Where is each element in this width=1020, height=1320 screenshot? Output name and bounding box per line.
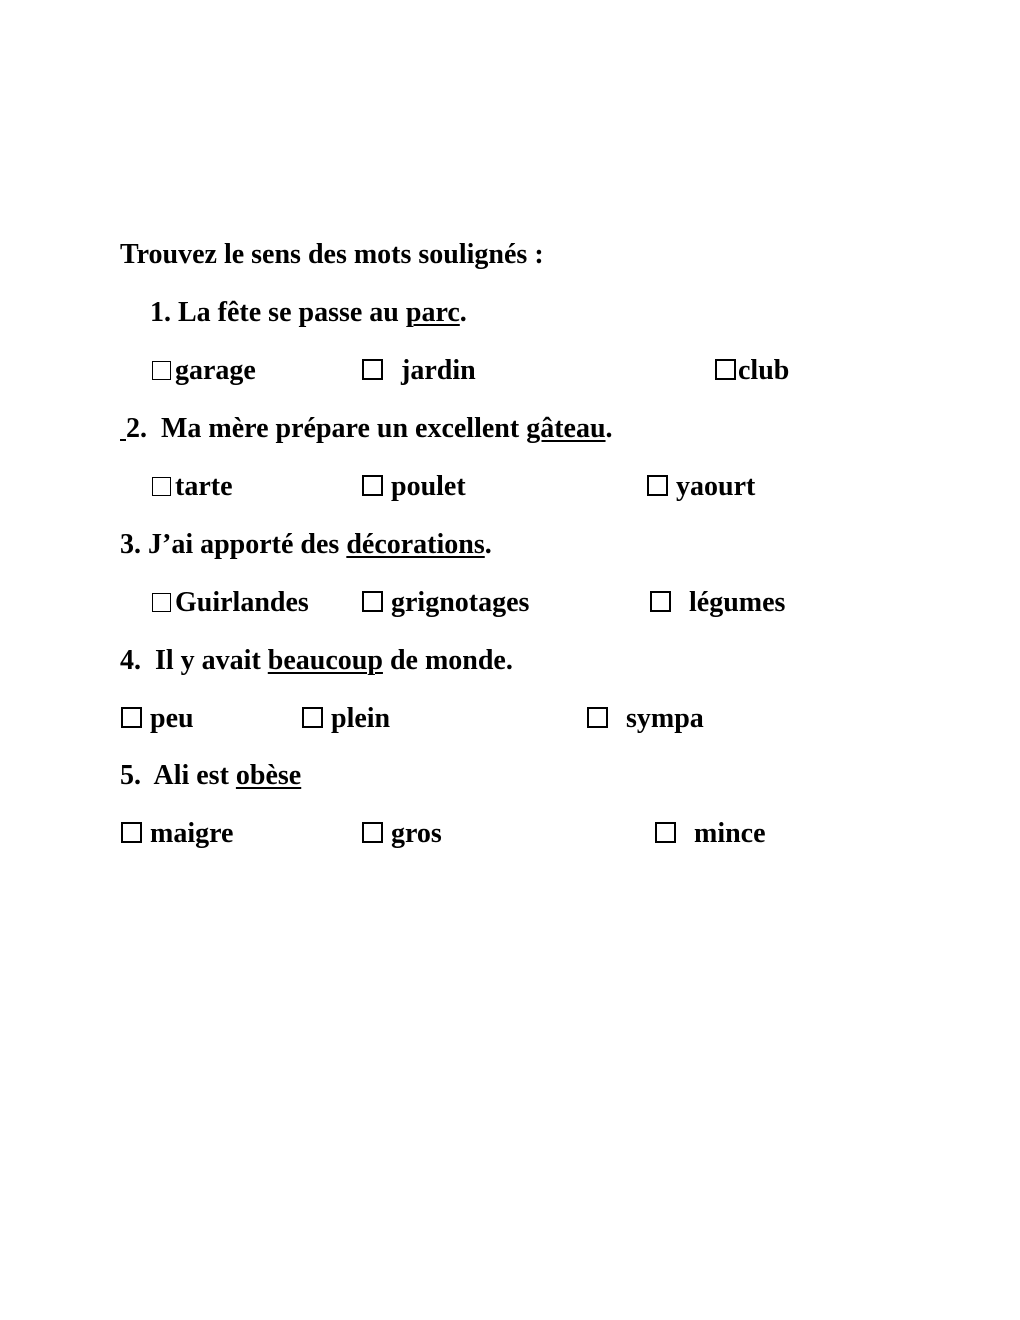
question-4-after: de monde. bbox=[389, 645, 513, 676]
checkbox-icon[interactable] bbox=[152, 477, 171, 496]
question-2-text: Ma mère prépare un excellent bbox=[161, 413, 520, 444]
question-1 bbox=[150, 296, 467, 330]
option-label: mince bbox=[694, 818, 766, 849]
option-label: jardin bbox=[401, 355, 476, 386]
option-label: club bbox=[738, 355, 790, 386]
checkbox-icon[interactable] bbox=[362, 475, 383, 496]
option-label: poulet bbox=[391, 471, 466, 502]
option-label: garage bbox=[175, 355, 256, 386]
checkbox-icon[interactable] bbox=[647, 475, 668, 496]
checkbox-icon[interactable] bbox=[362, 822, 383, 843]
question-4-number: 4. bbox=[120, 645, 141, 676]
checkbox-icon[interactable] bbox=[362, 359, 383, 380]
checkbox-icon[interactable] bbox=[121, 822, 142, 843]
question-4 bbox=[120, 644, 513, 678]
checkbox-icon[interactable] bbox=[121, 707, 142, 728]
option-maigre[interactable] bbox=[121, 817, 233, 851]
option-label: yaourt bbox=[676, 471, 756, 502]
option-poulet[interactable] bbox=[362, 470, 466, 504]
option-mince[interactable] bbox=[655, 817, 766, 851]
option-label: peu bbox=[150, 703, 194, 734]
question-1-underlined-word: parc bbox=[405, 297, 460, 328]
question-3-number: 3. bbox=[120, 529, 141, 560]
option-label: Guirlandes bbox=[175, 587, 309, 618]
checkbox-icon[interactable] bbox=[152, 593, 171, 612]
question-2-number: 2. bbox=[126, 413, 147, 444]
question-2 bbox=[120, 412, 613, 446]
question-2-underlined-word: gâteau bbox=[526, 413, 606, 444]
checkbox-icon[interactable] bbox=[655, 822, 676, 843]
checkbox-icon[interactable] bbox=[362, 591, 383, 612]
instruction bbox=[120, 238, 544, 272]
option-label: légumes bbox=[689, 587, 786, 618]
question-5-number: 5. bbox=[120, 760, 141, 791]
option-label: grignotages bbox=[391, 587, 530, 618]
option-gros[interactable] bbox=[362, 817, 442, 851]
question-4-underlined-word: beaucoup bbox=[267, 645, 383, 676]
question-2-after: . bbox=[605, 413, 613, 444]
option-sympa[interactable] bbox=[587, 702, 704, 736]
option-garage[interactable] bbox=[152, 354, 256, 388]
question-3-after: . bbox=[484, 529, 492, 560]
option-label: sympa bbox=[626, 703, 704, 734]
checkbox-icon[interactable] bbox=[587, 707, 608, 728]
checkbox-icon[interactable] bbox=[302, 707, 323, 728]
option-grignotages[interactable] bbox=[362, 586, 529, 620]
question-3-underlined-word: décorations bbox=[346, 529, 485, 560]
option-label: tarte bbox=[175, 471, 233, 502]
question-5-text: Ali est bbox=[153, 760, 229, 791]
option-label: plein bbox=[331, 703, 391, 734]
option-plein[interactable] bbox=[302, 702, 390, 736]
option-label: maigre bbox=[150, 818, 234, 849]
question-3-text: J’ai apporté des bbox=[148, 529, 340, 560]
checkbox-icon[interactable] bbox=[715, 359, 736, 380]
option-label: gros bbox=[391, 818, 442, 849]
question-5 bbox=[120, 759, 301, 793]
option-legumes[interactable] bbox=[650, 586, 785, 620]
option-yaourt[interactable] bbox=[647, 470, 755, 504]
option-peu[interactable] bbox=[121, 702, 194, 736]
question-5-underlined-word: obèse bbox=[235, 760, 302, 791]
question-1-number: 1. bbox=[150, 297, 171, 328]
option-jardin[interactable] bbox=[362, 354, 476, 388]
instruction-text: Trouvez le sens des mots soulignés : bbox=[120, 239, 544, 270]
question-4-text: Il y avait bbox=[155, 645, 261, 676]
option-tarte[interactable] bbox=[152, 470, 233, 504]
question-3 bbox=[120, 528, 492, 562]
option-club[interactable] bbox=[715, 354, 789, 388]
question-1-after: . bbox=[459, 297, 467, 328]
question-1-text: La fête se passe au bbox=[178, 297, 399, 328]
checkbox-icon[interactable] bbox=[152, 361, 171, 380]
option-guirlandes[interactable] bbox=[152, 586, 309, 620]
checkbox-icon[interactable] bbox=[650, 591, 671, 612]
